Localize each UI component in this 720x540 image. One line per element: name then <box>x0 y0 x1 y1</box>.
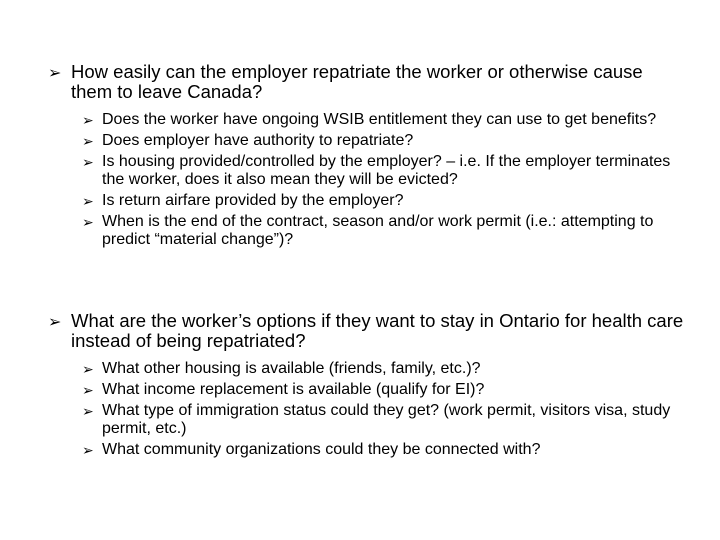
sub-bullet-text: What type of immigration status could they get? (work permit, visitors visa, study permit, etc.) <box>102 402 671 437</box>
sub-bullet-text: Is return airfare provided by the employer? <box>102 192 404 209</box>
main-bullet-text: What are the worker’s options if they want to stay in Ontario for health care instead of being repatriated? <box>71 310 684 351</box>
sub-bullet <box>82 381 688 399</box>
main-bullet-text: How easily can the employer repatriate the worker or otherwise cause them to leave Canada? <box>71 61 643 102</box>
sub-bullet <box>82 360 688 378</box>
sub-bullet <box>82 402 688 438</box>
sub-bullet-text: Does employer have authority to repatriate? <box>102 132 414 149</box>
arrow-bullet-icon: ➢ <box>82 443 94 459</box>
sub-bullet <box>82 213 688 249</box>
sub-bullet <box>82 132 688 150</box>
section-repatriation <box>48 62 688 252</box>
arrow-bullet-icon: ➢ <box>82 134 94 150</box>
arrow-bullet-icon: ➢ <box>82 404 94 420</box>
arrow-bullet-icon: ➢ <box>82 362 94 378</box>
arrow-bullet-icon: ➢ <box>82 383 94 399</box>
sub-bullet <box>82 153 688 189</box>
sub-bullet <box>82 441 688 459</box>
arrow-bullet-icon: ➢ <box>48 312 62 331</box>
sub-bullet-text: What community organizations could they be connected with? <box>102 441 541 458</box>
sub-bullet-text: When is the end of the contract, season and/or work permit (i.e.: attempting to predict “material change”)? <box>102 213 654 248</box>
section-stay-options <box>48 311 688 462</box>
sub-bullet-text: Is housing provided/controlled by the employer? – i.e. If the employer terminates the worker, does it also mean they will be evicted? <box>102 153 671 188</box>
sub-bullet-text: What other housing is available (friends, family, etc.)? <box>102 360 481 377</box>
sub-bullet-list <box>48 360 688 459</box>
main-bullet <box>48 62 688 102</box>
sub-bullet <box>82 111 688 129</box>
arrow-bullet-icon: ➢ <box>82 113 94 129</box>
arrow-bullet-icon: ➢ <box>82 194 94 210</box>
sub-bullet-text: What income replacement is available (qualify for EI)? <box>102 381 485 398</box>
main-bullet <box>48 311 688 351</box>
arrow-bullet-icon: ➢ <box>82 215 94 231</box>
sub-bullet-text: Does the worker have ongoing WSIB entitlement they can use to get benefits? <box>102 111 657 128</box>
sub-bullet <box>82 192 688 210</box>
arrow-bullet-icon: ➢ <box>48 63 62 82</box>
arrow-bullet-icon: ➢ <box>82 155 94 171</box>
sub-bullet-list <box>48 111 688 249</box>
